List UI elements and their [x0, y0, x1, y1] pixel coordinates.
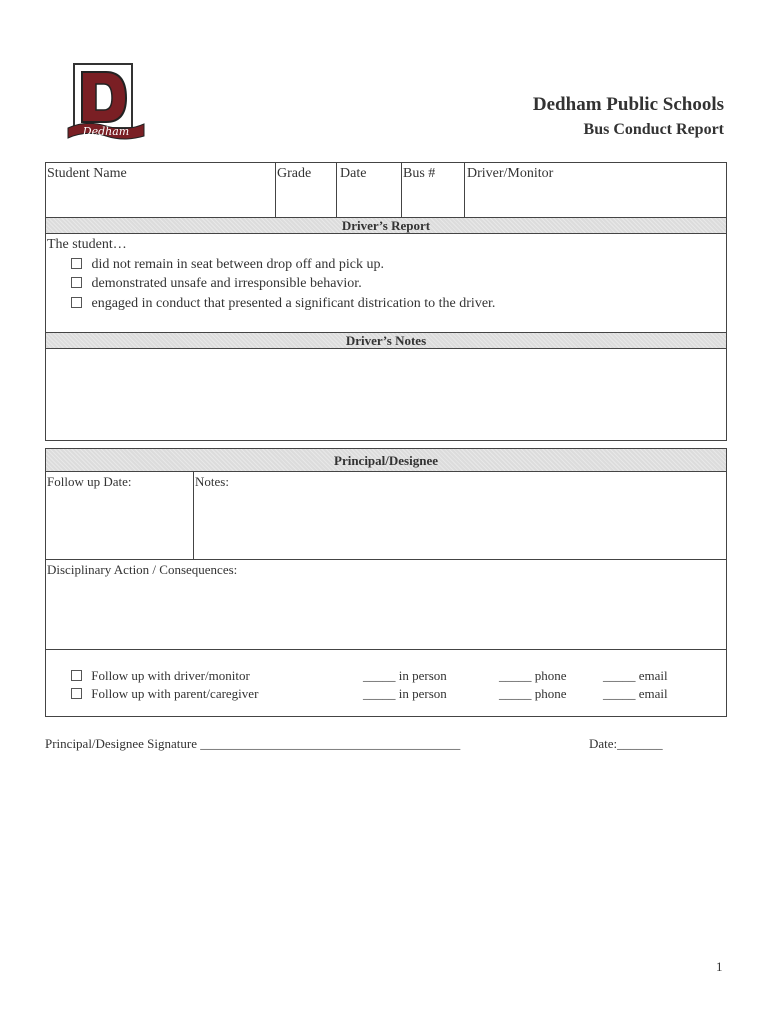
drivers-report-heading: Driver’s Report: [46, 217, 726, 234]
checkbox[interactable]: [71, 277, 82, 288]
in-person-line[interactable]: _____ in person: [363, 686, 447, 701]
email-line[interactable]: _____ email: [603, 668, 668, 683]
report-option-1[interactable]: did not remain in seat between drop off and pick up.: [71, 257, 384, 273]
principal-heading: Principal/Designee: [46, 449, 726, 472]
phone-line[interactable]: _____ phone: [499, 668, 567, 683]
school-logo: [66, 62, 146, 142]
follow-up-date-field[interactable]: Follow up Date:: [47, 474, 132, 489]
signature-line[interactable]: Principal/Designee Signature ________________________________________: [45, 736, 461, 751]
principal-section: [45, 448, 727, 717]
notes-field[interactable]: Notes:: [195, 474, 229, 489]
email-line[interactable]: _____ email: [603, 686, 668, 701]
checkbox[interactable]: [71, 670, 82, 681]
date-field[interactable]: Date: [340, 166, 367, 181]
checkbox[interactable]: [71, 297, 82, 308]
student-intro: The student…: [47, 237, 127, 252]
signature-date-line[interactable]: Date:_______: [589, 736, 663, 751]
bus-number-field[interactable]: Bus #: [403, 166, 436, 181]
drivers-section: [45, 217, 727, 441]
follow-up-driver[interactable]: Follow up with driver/monitor: [71, 668, 250, 684]
drivers-notes-area[interactable]: [46, 349, 726, 439]
follow-up-parent[interactable]: Follow up with parent/caregiver: [71, 686, 258, 702]
disciplinary-action-field[interactable]: Disciplinary Action / Consequences:: [47, 562, 238, 577]
page-number: 1: [716, 959, 723, 974]
in-person-line[interactable]: _____ in person: [363, 668, 447, 683]
checkbox[interactable]: [71, 258, 82, 269]
report-option-2[interactable]: demonstrated unsafe and irresponsible behavior.: [71, 276, 362, 292]
school-name: Dedham Public Schools: [532, 94, 724, 115]
student-info-table: [45, 162, 727, 218]
checkbox[interactable]: [71, 688, 82, 699]
report-title: Bus Conduct Report: [583, 121, 724, 138]
report-option-3[interactable]: engaged in conduct that presented a significant districation to the driver.: [71, 296, 495, 312]
driver-monitor-field[interactable]: Driver/Monitor: [467, 166, 554, 181]
svg-text:Dedham: Dedham: [82, 125, 130, 138]
grade-field[interactable]: Grade: [277, 166, 312, 181]
phone-line[interactable]: _____ phone: [499, 686, 567, 701]
student-name-field[interactable]: Student Name: [47, 166, 127, 181]
drivers-notes-heading: Driver’s Notes: [46, 332, 726, 349]
